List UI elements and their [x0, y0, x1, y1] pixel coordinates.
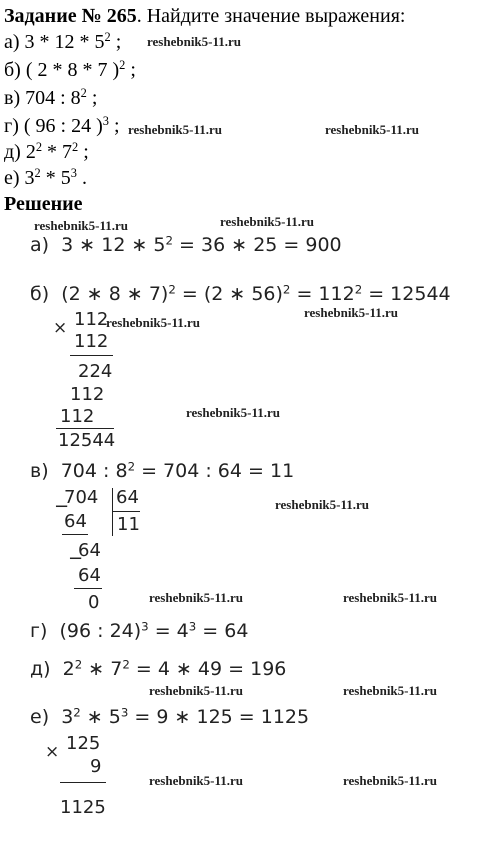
watermark: reshebnik5-11.ru	[304, 305, 399, 320]
watermark: reshebnik5-11.ru	[34, 218, 129, 233]
divider-line	[74, 588, 102, 589]
task-item-v: в) 704 : $8^2$ ;	[4, 86, 98, 109]
factor: 112	[74, 331, 109, 352]
product-result: 12544	[58, 430, 116, 451]
task-number: Задание № 265	[4, 5, 137, 27]
watermark: reshebnik5-11.ru	[275, 497, 370, 512]
solution-label: а)	[30, 234, 50, 256]
solution-label: г)	[30, 620, 48, 642]
watermark: reshebnik5-11.ru	[186, 405, 281, 420]
task-item-e: е) $3^2 * 5^3$ .	[4, 166, 87, 189]
factor: 125	[66, 733, 101, 754]
times-sign: ×	[45, 742, 60, 762]
division-bar	[112, 488, 113, 536]
factor: 9	[90, 756, 102, 777]
minus-sign: −	[54, 496, 70, 517]
solution-d: д) $2^2$ ∗ $7^2 = 4$ ∗ 49 = 196	[30, 657, 287, 680]
task-item-d: д) $2^2 * 7^2$ ;	[4, 140, 89, 163]
watermark: reshebnik5-11.ru	[325, 122, 420, 137]
task-title	[4, 4, 405, 28]
solution-g: г) (96 : $24)^3 = 4^3 = 64$	[30, 619, 249, 642]
divider-line	[60, 782, 106, 783]
task-item-g: г) ( 96 : 24 )$^3$ ;	[4, 114, 120, 137]
minus-sign: −	[68, 548, 84, 569]
solution-heading: Решение	[4, 193, 83, 215]
partial-product: 112	[70, 384, 105, 405]
solution-label: д)	[30, 658, 51, 680]
subtrahend: 64	[64, 511, 87, 532]
watermark: reshebnik5-11.ru	[128, 122, 223, 137]
divider-line	[62, 534, 88, 535]
product-result: 1125	[60, 797, 106, 818]
watermark: reshebnik5-11.ru	[343, 773, 438, 788]
watermark: reshebnik5-11.ru	[343, 683, 438, 698]
solution-label: б)	[30, 283, 50, 305]
quotient: 11	[117, 514, 140, 535]
divisor: 64	[116, 487, 139, 508]
partial-product: 112	[60, 406, 95, 427]
watermark: reshebnik5-11.ru	[147, 34, 242, 49]
divider-line	[70, 355, 113, 356]
subtrahend: 64	[78, 565, 101, 586]
remainder: 64	[78, 540, 101, 561]
dividend: 704	[64, 487, 99, 508]
watermark: reshebnik5-11.ru	[343, 590, 438, 605]
task-item-b: б) ( 2 * 8 * 7 )$^2$ ;	[4, 58, 136, 81]
solution-a: а) 3 ∗ 12 ∗ $5^2 = 36$ ∗ 25 = 900	[30, 233, 342, 256]
watermark: reshebnik5-11.ru	[220, 214, 315, 229]
task-item-a: а) $3 * 12 * 5^2$ ;	[4, 30, 122, 53]
task-instruction: . Найдите значение выражения:	[136, 5, 406, 27]
solution-label: е)	[30, 706, 50, 728]
solution-b: б) (2 ∗ 8 ∗ 7)$^2$ = (2 ∗ $56)^2 = 112^2 = 12544$	[30, 282, 451, 305]
watermark: reshebnik5-11.ru	[106, 315, 201, 330]
watermark: reshebnik5-11.ru	[149, 590, 244, 605]
solution-label: в)	[30, 460, 49, 482]
solution-e: е) $3^2$ ∗ $5^3 = 9$ ∗ 125 = 1125	[30, 705, 310, 728]
solution-v: в) 704 : $8^2 = 704$ : 64 = 11	[30, 459, 295, 482]
watermark: reshebnik5-11.ru	[149, 773, 244, 788]
division-bar	[112, 511, 140, 512]
partial-product: 224	[78, 361, 113, 382]
times-sign: ×	[53, 318, 68, 338]
divider-line	[56, 428, 114, 429]
factor: 112	[74, 309, 109, 330]
watermark: reshebnik5-11.ru	[149, 683, 244, 698]
remainder: 0	[88, 592, 100, 613]
